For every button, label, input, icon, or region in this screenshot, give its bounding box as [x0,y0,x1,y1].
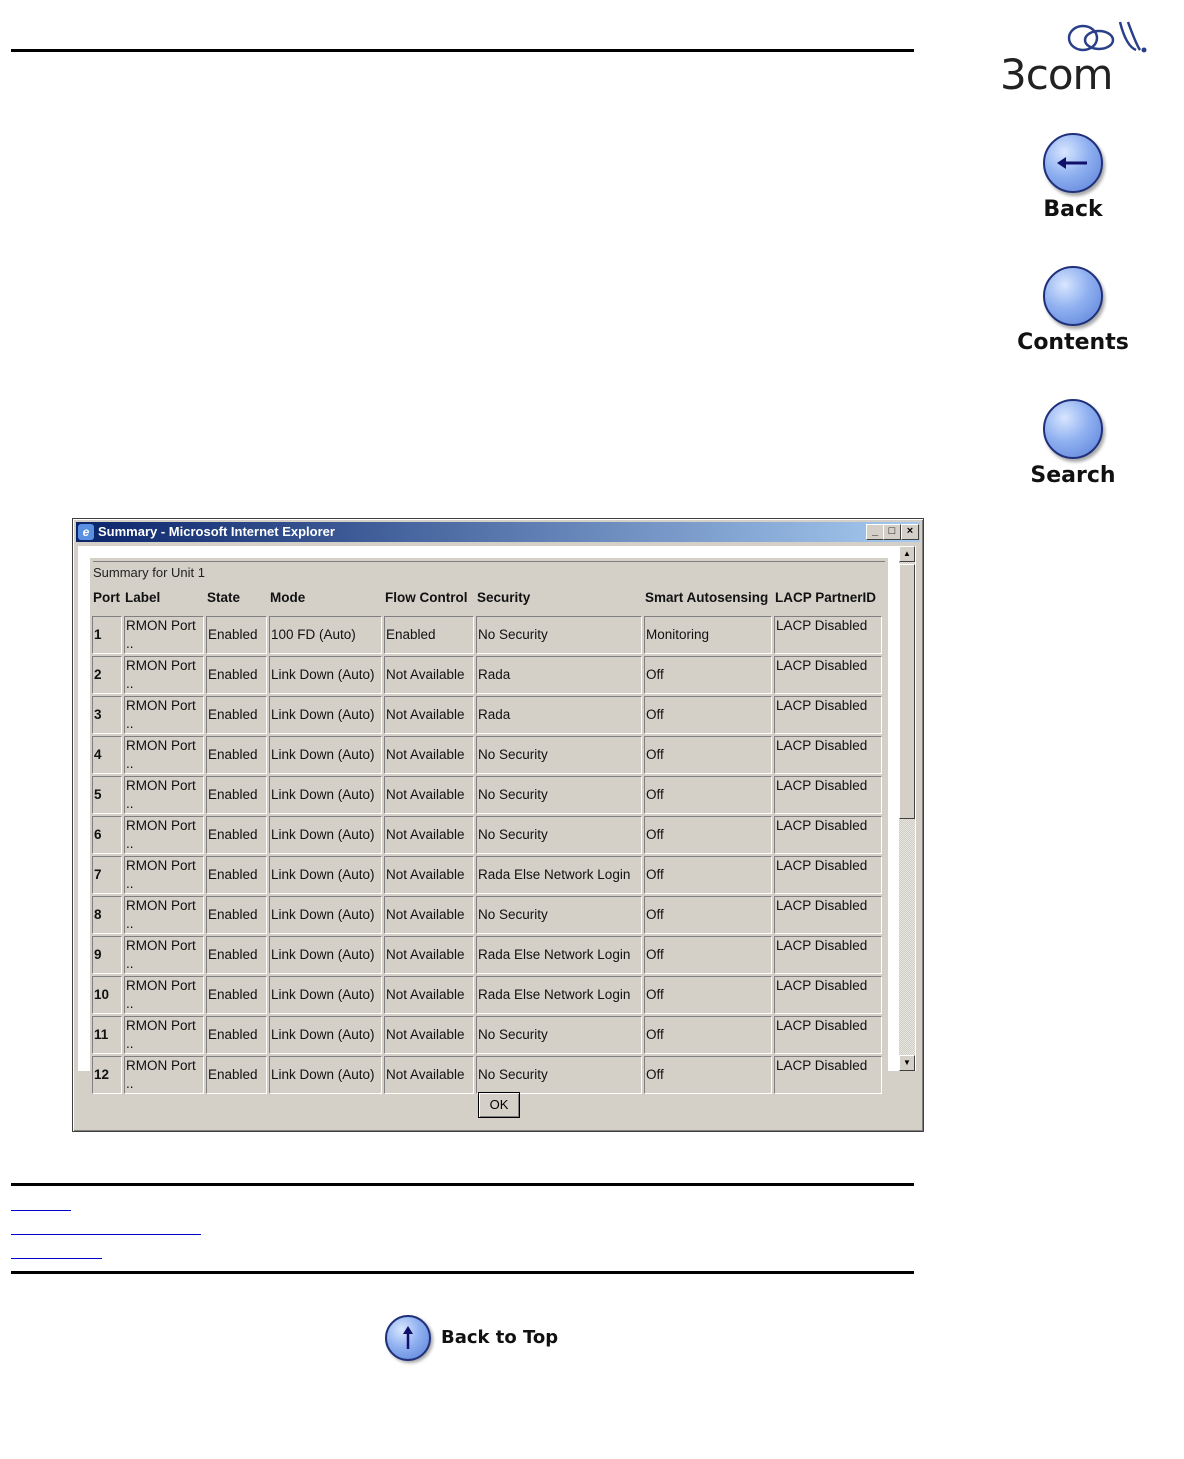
search-button[interactable] [1010,399,1136,488]
col-smart-autosensing: Smart Autosensing [645,589,769,605]
cell-state: Enabled [206,696,267,734]
col-mode: Mode [270,589,306,605]
cell-lacp: LACP Disabled [774,656,882,694]
cell-flow: Not Available [384,976,474,1014]
cell-lacp: LACP Disabled [774,896,882,934]
table-row [92,976,882,1014]
cell-state: Enabled [206,656,267,694]
cell-smart: Monitoring [644,616,772,654]
vertical-scrollbar[interactable] [899,546,915,1071]
cell-port: 2 [92,656,122,694]
cell-port: 9 [92,936,122,974]
cell-security: No Security [476,816,642,854]
cell-flow: Not Available [384,776,474,814]
cell-smart: Off [644,936,772,974]
cell-port: 8 [92,896,122,934]
cell-label: RMON Port .. [124,936,204,974]
cell-mode: Link Down (Auto) [269,816,382,854]
cell-smart: Off [644,656,772,694]
cell-label: RMON Port .. [124,976,204,1014]
cell-smart: Off [644,1016,772,1054]
cell-flow: Not Available [384,1016,474,1054]
back-button[interactable] [1010,133,1136,222]
cell-security: No Security [476,736,642,774]
contents-label: Contents [1017,330,1129,355]
cell-state: Enabled [206,816,267,854]
cell-lacp: LACP Disabled [774,696,882,734]
cell-security: Rada Else Network Login [476,936,642,974]
back-label: Back [1043,197,1103,222]
table-row [92,1016,882,1054]
cell-mode: Link Down (Auto) [269,896,382,934]
cell-flow: Not Available [384,816,474,854]
cell-security: No Security [476,616,642,654]
3com-logo [996,16,1156,106]
cell-label: RMON Port .. [124,776,204,814]
footer-link-2[interactable] [11,1232,201,1235]
table-row [92,616,882,654]
window-title: Summary - Microsoft Internet Explorer [98,524,335,539]
cell-mode: Link Down (Auto) [269,1016,382,1054]
cell-port: 1 [92,616,122,654]
cell-security: Rada [476,696,642,734]
cell-lacp: LACP Disabled [774,816,882,854]
cell-state: Enabled [206,1016,267,1054]
summary-panel [90,558,888,1091]
cell-state: Enabled [206,976,267,1014]
ie-summary-window [72,518,924,1132]
cell-mode: Link Down (Auto) [269,976,382,1014]
table-row [92,656,882,694]
footer-link-3[interactable] [11,1256,102,1259]
window-titlebar[interactable] [76,522,920,542]
table-row [92,936,882,974]
contents-button[interactable] [1010,266,1136,355]
ie-icon: e [78,524,94,540]
cell-mode: Link Down (Auto) [269,1056,382,1094]
cell-flow: Not Available [384,1056,474,1094]
cell-state: Enabled [206,936,267,974]
cell-flow: Not Available [384,936,474,974]
cell-security: Rada Else Network Login [476,856,642,894]
cell-smart: Off [644,856,772,894]
cell-lacp: LACP Disabled [774,736,882,774]
cell-label: RMON Port .. [124,856,204,894]
cell-lacp: LACP Disabled [774,616,882,654]
cell-security: No Security [476,896,642,934]
cell-state: Enabled [206,896,267,934]
scroll-thumb[interactable] [899,564,915,819]
cell-smart: Off [644,896,772,934]
cell-port: 7 [92,856,122,894]
cell-label: RMON Port .. [124,1056,204,1094]
cell-mode: 100 FD (Auto) [269,616,382,654]
cell-label: RMON Port .. [124,696,204,734]
cell-smart: Off [644,696,772,734]
cell-smart: Off [644,816,772,854]
cell-port: 10 [92,976,122,1014]
top-divider [11,49,914,52]
cell-mode: Link Down (Auto) [269,776,382,814]
cell-lacp: LACP Disabled [774,1016,882,1054]
cell-security: No Security [476,1056,642,1094]
cell-port: 5 [92,776,122,814]
back-to-top-label: Back to Top [441,1327,559,1348]
cell-flow: Not Available [384,736,474,774]
cell-port: 11 [92,1016,122,1054]
cell-mode: Link Down (Auto) [269,696,382,734]
cell-state: Enabled [206,776,267,814]
window-content [78,546,916,1091]
left-arrow-icon [1043,133,1103,193]
ok-button[interactable]: OK [478,1092,520,1118]
table-row [92,696,882,734]
cell-security: No Security [476,1016,642,1054]
cell-state: Enabled [206,616,267,654]
cell-security: No Security [476,776,642,814]
cell-port: 6 [92,816,122,854]
cell-smart: Off [644,1056,772,1094]
col-port: Port [93,589,120,605]
cell-security: Rada Else Network Login [476,976,642,1014]
summary-table [90,578,884,1096]
col-label: Label [125,589,161,605]
cell-flow: Not Available [384,896,474,934]
table-row [92,1056,882,1094]
cell-lacp: LACP Disabled [774,976,882,1014]
cell-label: RMON Port .. [124,896,204,934]
up-arrow-icon [385,1315,431,1361]
search-label: Search [1030,463,1116,488]
cell-mode: Link Down (Auto) [269,736,382,774]
cell-mode: Link Down (Auto) [269,656,382,694]
unit-title: Summary for Unit 1 [93,561,885,580]
cell-label: RMON Port .. [124,656,204,694]
table-row [92,856,882,894]
cell-state: Enabled [206,1056,267,1094]
cell-flow: Enabled [384,616,474,654]
cell-flow: Not Available [384,656,474,694]
table-row [92,776,882,814]
close-icon[interactable]: × [901,524,919,540]
back-to-top-button[interactable] [385,1313,565,1361]
cell-label: RMON Port .. [124,736,204,774]
cell-mode: Link Down (Auto) [269,856,382,894]
table-header-row [92,580,882,614]
cell-smart: Off [644,776,772,814]
contents-circle-icon [1043,266,1103,326]
minimize-icon[interactable]: _ [866,524,884,540]
cell-lacp: LACP Disabled [774,776,882,814]
cell-label: RMON Port .. [124,616,204,654]
search-circle-icon [1043,399,1103,459]
cell-flow: Not Available [384,696,474,734]
footer-divider-bottom [11,1271,914,1274]
table-row [92,736,882,774]
cell-port: 12 [92,1056,122,1094]
logo-text: 3com [1000,50,1113,99]
col-lacp-partner: LACP PartnerID [775,589,877,605]
cell-lacp: LACP Disabled [774,1056,882,1094]
cell-label: RMON Port .. [124,816,204,854]
cell-port: 3 [92,696,122,734]
footer-divider-top [11,1183,914,1186]
cell-smart: Off [644,736,772,774]
cell-label: RMON Port .. [124,1016,204,1054]
scroll-down-icon[interactable]: ▼ [899,1055,915,1071]
maximize-icon[interactable]: □ [883,524,901,540]
cell-state: Enabled [206,856,267,894]
cell-security: Rada [476,656,642,694]
table-row [92,896,882,934]
col-state: State [207,589,241,605]
cell-lacp: LACP Disabled [774,936,882,974]
col-flow-control: Flow Control [385,589,468,605]
cell-lacp: LACP Disabled [774,856,882,894]
cell-state: Enabled [206,736,267,774]
cell-smart: Off [644,976,772,1014]
col-security: Security [477,589,531,605]
cell-mode: Link Down (Auto) [269,936,382,974]
cell-port: 4 [92,736,122,774]
cell-flow: Not Available [384,856,474,894]
table-row [92,816,882,854]
scroll-up-icon[interactable]: ▲ [899,546,915,562]
footer-link-1[interactable] [11,1208,71,1211]
